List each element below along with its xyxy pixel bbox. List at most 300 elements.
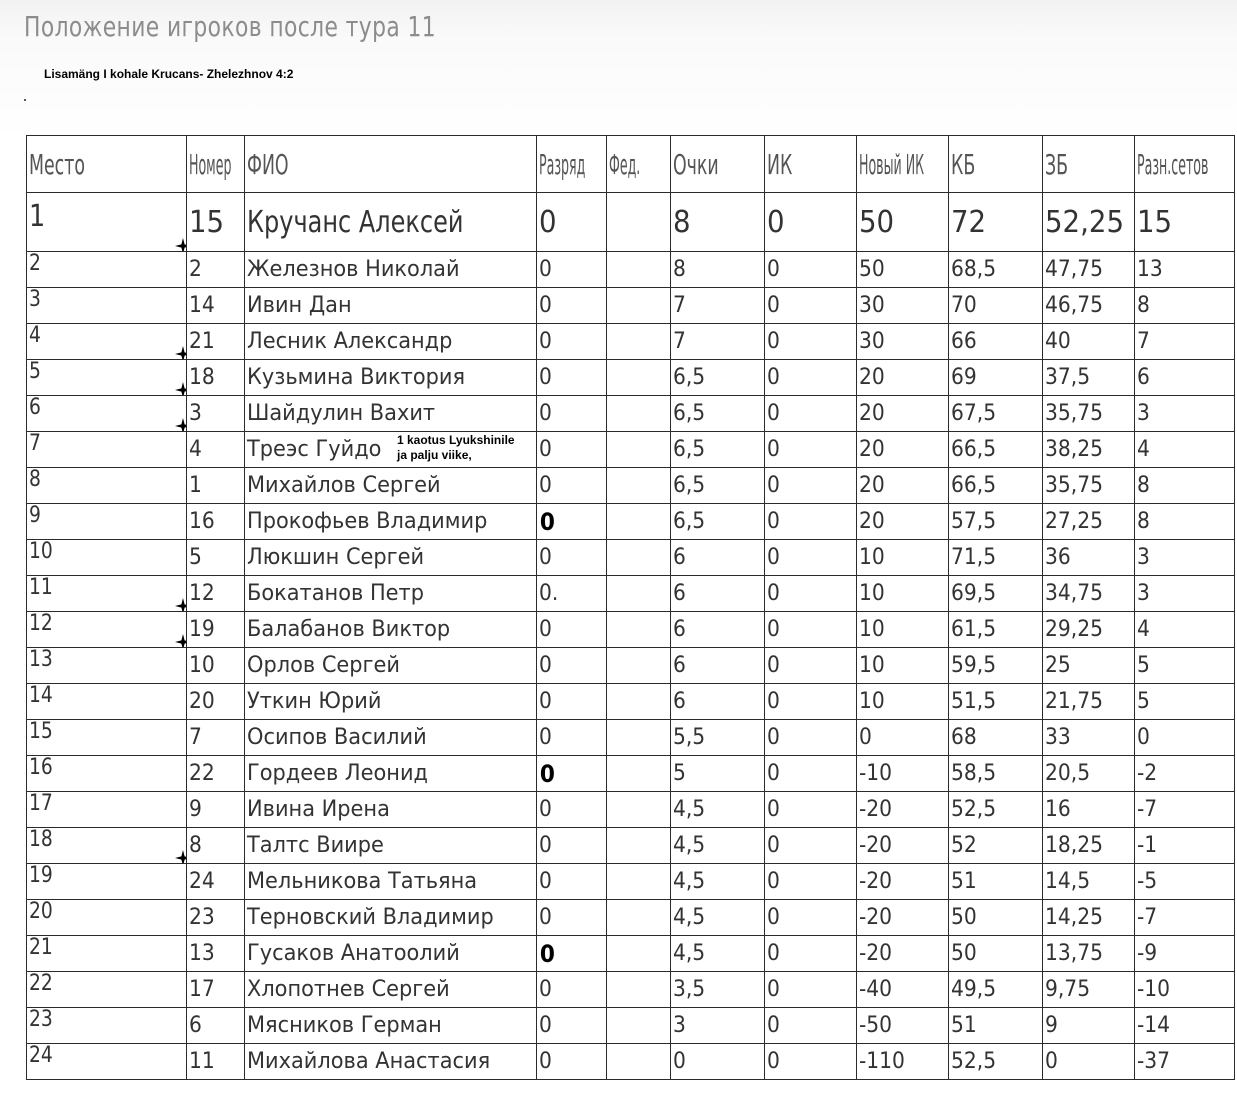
cell-kb: 50 xyxy=(949,900,1043,936)
cell-name: Лесник Александр xyxy=(245,324,537,360)
cell-set-diff: 3 xyxy=(1135,540,1235,576)
cell-federation xyxy=(607,468,671,504)
cell-new-ik: 20 xyxy=(857,396,949,432)
cell-points: 6,5 xyxy=(671,396,765,432)
cell-federation xyxy=(607,396,671,432)
cell-rank: 0 xyxy=(537,612,607,648)
cell-number: 12 xyxy=(187,576,245,612)
plus-mark-icon xyxy=(174,633,187,648)
cell-place: 13 xyxy=(27,648,187,684)
cell-zb: 27,25 xyxy=(1043,504,1135,540)
cell-name: Гусаков Анатоолий xyxy=(245,936,537,972)
col-header-kb: КБ xyxy=(949,136,1043,193)
col-header-set-diff: Разн.сетов xyxy=(1135,136,1235,193)
cell-kb: 71,5 xyxy=(949,540,1043,576)
cell-new-ik: 30 xyxy=(857,324,949,360)
cell-set-diff: 4 xyxy=(1135,432,1235,468)
col-header-name: ФИО xyxy=(245,136,537,193)
table-row xyxy=(27,252,1235,288)
cell-new-ik: -20 xyxy=(857,828,949,864)
cell-points: 0 xyxy=(671,1044,765,1080)
cell-kb: 61,5 xyxy=(949,612,1043,648)
cell-zb: 36 xyxy=(1043,540,1135,576)
plus-mark-icon xyxy=(174,597,187,612)
cell-ik: 0 xyxy=(765,828,857,864)
cell-new-ik: 30 xyxy=(857,288,949,324)
cell-kb: 66,5 xyxy=(949,468,1043,504)
cell-zb: 35,75 xyxy=(1043,468,1135,504)
cell-new-ik: 0 xyxy=(857,720,949,756)
cell-zb: 20,5 xyxy=(1043,756,1135,792)
cell-points: 6 xyxy=(671,612,765,648)
cell-zb: 14,5 xyxy=(1043,864,1135,900)
cell-place: 17 xyxy=(27,792,187,828)
cell-ik: 0 xyxy=(765,756,857,792)
cell-name: Осипов Василий xyxy=(245,720,537,756)
cell-ik: 0 xyxy=(765,1008,857,1044)
cell-rank xyxy=(537,756,607,792)
cell-federation xyxy=(607,828,671,864)
cell-points: 6,5 xyxy=(671,504,765,540)
cell-federation xyxy=(607,324,671,360)
cell-set-diff: -37 xyxy=(1135,1044,1235,1080)
cell-set-diff: -5 xyxy=(1135,864,1235,900)
cell-name: Ивин Дан xyxy=(245,288,537,324)
cell-number: 24 xyxy=(187,864,245,900)
col-header-points: Очки xyxy=(671,136,765,193)
cell-zb: 34,75 xyxy=(1043,576,1135,612)
cell-zb: 13,75 xyxy=(1043,936,1135,972)
cell-rank: 0 xyxy=(537,324,607,360)
cell-federation xyxy=(607,936,671,972)
cell-rank: 0 xyxy=(537,540,607,576)
cell-kb: 69,5 xyxy=(949,576,1043,612)
cell-ik: 0 xyxy=(765,900,857,936)
cell-ik: 0 xyxy=(765,360,857,396)
cell-rank: 0 xyxy=(537,288,607,324)
cell-number: 18 xyxy=(187,360,245,396)
cell-kb: 49,5 xyxy=(949,972,1043,1008)
cell-number: 19 xyxy=(187,612,245,648)
cell-new-ik: 20 xyxy=(857,468,949,504)
cell-new-ik: -20 xyxy=(857,936,949,972)
cell-new-ik: -10 xyxy=(857,756,949,792)
cell-place: 19 xyxy=(27,864,187,900)
table-row xyxy=(27,1008,1235,1044)
cell-name: Кручанс Алексей xyxy=(245,193,537,252)
cell-kb: 50 xyxy=(949,936,1043,972)
cell-number: 21 xyxy=(187,324,245,360)
cell-points: 3 xyxy=(671,1008,765,1044)
cell-place: 6 xyxy=(27,396,187,432)
cell-set-diff: 8 xyxy=(1135,504,1235,540)
plus-mark-icon xyxy=(174,849,187,864)
cell-zb: 21,75 xyxy=(1043,684,1135,720)
cell-kb: 51 xyxy=(949,1008,1043,1044)
cell-rank: 0 xyxy=(537,360,607,396)
cell-name: Балабанов Виктор xyxy=(245,612,537,648)
cell-place: 4 xyxy=(27,324,187,360)
plus-mark-icon xyxy=(174,237,187,252)
cell-name: Бокатанов Петр xyxy=(245,576,537,612)
cell-rank: 0 xyxy=(537,396,607,432)
cell-set-diff: 7 xyxy=(1135,324,1235,360)
cell-federation xyxy=(607,684,671,720)
cell-name: Михайлов Сергей xyxy=(245,468,537,504)
cell-kb: 57,5 xyxy=(949,504,1043,540)
table-row xyxy=(27,540,1235,576)
cell-kb: 51,5 xyxy=(949,684,1043,720)
cell-federation xyxy=(607,720,671,756)
cell-ik: 0 xyxy=(765,972,857,1008)
cell-federation xyxy=(607,193,671,252)
cell-ik: 0 xyxy=(765,288,857,324)
cell-number: 9 xyxy=(187,792,245,828)
cell-ik: 0 xyxy=(765,504,857,540)
cell-points: 4,5 xyxy=(671,864,765,900)
cell-name: Мельникова Татьяна xyxy=(245,864,537,900)
extra-game-note: Lisamäng I kohale Krucans- Zhelezhnov 4:2 xyxy=(44,67,294,81)
circled-zero-mark: 0 xyxy=(539,507,555,536)
cell-name: Люкшин Сергей xyxy=(245,540,537,576)
cell-zb: 9,75 xyxy=(1043,972,1135,1008)
cell-zb: 16 xyxy=(1043,792,1135,828)
cell-set-diff: 3 xyxy=(1135,576,1235,612)
cell-name: Шайдулин Вахит xyxy=(245,396,537,432)
cell-number: 17 xyxy=(187,972,245,1008)
cell-new-ik: -20 xyxy=(857,900,949,936)
cell-points: 5,5 xyxy=(671,720,765,756)
col-header-new-ik: Новый ИК xyxy=(857,136,949,193)
cell-federation xyxy=(607,864,671,900)
cell-rank: 0 xyxy=(537,468,607,504)
cell-ik: 0 xyxy=(765,936,857,972)
cell-zb: 9 xyxy=(1043,1008,1135,1044)
cell-points: 3,5 xyxy=(671,972,765,1008)
cell-new-ik: 10 xyxy=(857,576,949,612)
cell-number: 20 xyxy=(187,684,245,720)
cell-name: Терновский Владимир xyxy=(245,900,537,936)
cell-zb: 33 xyxy=(1043,720,1135,756)
cell-rank: 0 xyxy=(537,792,607,828)
cell-set-diff: -9 xyxy=(1135,936,1235,972)
cell-zb: 40 xyxy=(1043,324,1135,360)
cell-set-diff: 0 xyxy=(1135,720,1235,756)
cell-kb: 69 xyxy=(949,360,1043,396)
cell-rank: 0 xyxy=(537,252,607,288)
cell-new-ik: 20 xyxy=(857,360,949,396)
cell-place: 1 xyxy=(27,193,187,252)
cell-kb: 67,5 xyxy=(949,396,1043,432)
circled-zero-mark: 0 xyxy=(539,939,555,968)
cell-place: 8 xyxy=(27,468,187,504)
cell-name: Уткин Юрий xyxy=(245,684,537,720)
cell-federation xyxy=(607,288,671,324)
cell-set-diff: 6 xyxy=(1135,360,1235,396)
cell-federation xyxy=(607,1044,671,1080)
row-annotation-line: ja palju viike, xyxy=(397,448,472,462)
cell-place: 20 xyxy=(27,900,187,936)
cell-federation xyxy=(607,432,671,468)
cell-rank: 0 xyxy=(537,972,607,1008)
cell-points: 6 xyxy=(671,684,765,720)
cell-set-diff: -10 xyxy=(1135,972,1235,1008)
cell-federation xyxy=(607,792,671,828)
table-row xyxy=(27,360,1235,396)
cell-rank: 0 xyxy=(537,720,607,756)
cell-number: 14 xyxy=(187,288,245,324)
cell-set-diff: 8 xyxy=(1135,288,1235,324)
cell-federation xyxy=(607,648,671,684)
cell-place: 2 xyxy=(27,252,187,288)
cell-rank: 0 xyxy=(537,864,607,900)
cell-place: 11 xyxy=(27,576,187,612)
cell-zb: 35,75 xyxy=(1043,396,1135,432)
cell-zb: 46,75 xyxy=(1043,288,1135,324)
cell-points: 7 xyxy=(671,324,765,360)
cell-zb: 18,25 xyxy=(1043,828,1135,864)
cell-number: 16 xyxy=(187,504,245,540)
cell-place: 9 xyxy=(27,504,187,540)
cell-points: 6 xyxy=(671,576,765,612)
plus-mark-icon xyxy=(174,417,187,432)
cell-new-ik: 50 xyxy=(857,252,949,288)
cell-new-ik: 10 xyxy=(857,612,949,648)
cell-set-diff: -1 xyxy=(1135,828,1235,864)
cell-name: Прокофьев Владимир xyxy=(245,504,537,540)
cell-place: 18 xyxy=(27,828,187,864)
cell-name: Орлов Сергей xyxy=(245,648,537,684)
row-annotation xyxy=(397,433,515,463)
cell-federation xyxy=(607,540,671,576)
table-row xyxy=(27,324,1235,360)
cell-number: 10 xyxy=(187,648,245,684)
col-header-zb: ЗБ xyxy=(1043,136,1135,193)
table-row xyxy=(27,756,1235,792)
cell-points: 6,5 xyxy=(671,468,765,504)
cell-ik: 0 xyxy=(765,193,857,252)
cell-name: Мясников Герман xyxy=(245,1008,537,1044)
cell-place: 12 xyxy=(27,612,187,648)
cell-zb: 37,5 xyxy=(1043,360,1135,396)
cell-number: 13 xyxy=(187,936,245,972)
cell-place: 14 xyxy=(27,684,187,720)
col-header-number: Номер xyxy=(187,136,245,193)
cell-kb: 66 xyxy=(949,324,1043,360)
table-row xyxy=(27,396,1235,432)
row-annotation-line: 1 kaotus Lyukshinile xyxy=(397,433,515,447)
cell-number: 2 xyxy=(187,252,245,288)
cell-kb: 51 xyxy=(949,864,1043,900)
cell-kb: 66,5 xyxy=(949,432,1043,468)
cell-ik: 0 xyxy=(765,432,857,468)
cell-new-ik: -20 xyxy=(857,792,949,828)
cell-set-diff: 13 xyxy=(1135,252,1235,288)
cell-new-ik: -40 xyxy=(857,972,949,1008)
cell-name: Треэс Гуйдо 1 kaotus Lyukshinile ja palju viike, xyxy=(245,432,537,468)
cell-number: 3 xyxy=(187,396,245,432)
cell-federation xyxy=(607,1008,671,1044)
cell-rank xyxy=(537,936,607,972)
cell-place: 3 xyxy=(27,288,187,324)
cell-number: 15 xyxy=(187,193,245,252)
cell-rank: 0 xyxy=(537,684,607,720)
col-header-rank: Разряд xyxy=(537,136,607,193)
cell-points: 6 xyxy=(671,648,765,684)
cell-federation xyxy=(607,756,671,792)
table-row xyxy=(27,684,1235,720)
cell-place: 16 xyxy=(27,756,187,792)
cell-number: 6 xyxy=(187,1008,245,1044)
table-row xyxy=(27,900,1235,936)
cell-set-diff: -2 xyxy=(1135,756,1235,792)
cell-ik: 0 xyxy=(765,576,857,612)
cell-place: 23 xyxy=(27,1008,187,1044)
cell-new-ik: 50 xyxy=(857,193,949,252)
cell-new-ik: -110 xyxy=(857,1044,949,1080)
cell-name: Хлопотнев Сергей xyxy=(245,972,537,1008)
header-row xyxy=(27,136,1235,193)
cell-ik: 0 xyxy=(765,720,857,756)
cell-points: 8 xyxy=(671,252,765,288)
cell-points: 4,5 xyxy=(671,900,765,936)
table-row xyxy=(27,432,1235,468)
cell-kb: 52,5 xyxy=(949,1044,1043,1080)
cell-rank xyxy=(537,504,607,540)
table-row xyxy=(27,1044,1235,1080)
cell-federation xyxy=(607,900,671,936)
cell-new-ik: 10 xyxy=(857,540,949,576)
cell-new-ik: -50 xyxy=(857,1008,949,1044)
cell-ik: 0 xyxy=(765,324,857,360)
page-title: Положение игроков после тура 11 xyxy=(24,10,437,43)
cell-number: 1 xyxy=(187,468,245,504)
table-row xyxy=(27,864,1235,900)
cell-name: Талтс Виире xyxy=(245,828,537,864)
cell-set-diff: 4 xyxy=(1135,612,1235,648)
cell-ik: 0 xyxy=(765,612,857,648)
cell-set-diff: -14 xyxy=(1135,1008,1235,1044)
table-row xyxy=(27,648,1235,684)
cell-zb: 29,25 xyxy=(1043,612,1135,648)
cell-place: 10 xyxy=(27,540,187,576)
cell-number: 5 xyxy=(187,540,245,576)
table-row xyxy=(27,828,1235,864)
cell-ik: 0 xyxy=(765,792,857,828)
cell-kb: 68 xyxy=(949,720,1043,756)
cell-rank: 0 xyxy=(537,1008,607,1044)
cell-set-diff: 3 xyxy=(1135,396,1235,432)
cell-set-diff: -7 xyxy=(1135,900,1235,936)
cell-rank: 0 xyxy=(537,828,607,864)
cell-points: 4,5 xyxy=(671,792,765,828)
cell-ik: 0 xyxy=(765,648,857,684)
table-row xyxy=(27,720,1235,756)
col-header-place: Место xyxy=(27,136,187,193)
cell-ik: 0 xyxy=(765,864,857,900)
cell-number: 7 xyxy=(187,720,245,756)
col-header-federation: Фед. xyxy=(607,136,671,193)
cell-points: 4,5 xyxy=(671,936,765,972)
cell-rank: 0 xyxy=(537,648,607,684)
table-row xyxy=(27,972,1235,1008)
cell-place: 5 xyxy=(27,360,187,396)
cell-points: 4,5 xyxy=(671,828,765,864)
cell-points: 6,5 xyxy=(671,360,765,396)
cell-set-diff: 5 xyxy=(1135,684,1235,720)
cell-name: Кузьмина Виктория xyxy=(245,360,537,396)
table-row xyxy=(27,468,1235,504)
cell-rank: 0 xyxy=(537,900,607,936)
cell-new-ik: 20 xyxy=(857,504,949,540)
cell-ik: 0 xyxy=(765,396,857,432)
cell-name: Гордеев Леонид xyxy=(245,756,537,792)
table-row xyxy=(27,504,1235,540)
cell-kb: 52 xyxy=(949,828,1043,864)
cell-federation xyxy=(607,972,671,1008)
cell-kb: 59,5 xyxy=(949,648,1043,684)
cell-rank: 0 xyxy=(537,193,607,252)
scan-speck xyxy=(24,99,26,101)
cell-federation xyxy=(607,504,671,540)
cell-rank: 0. xyxy=(537,576,607,612)
cell-zb: 25 xyxy=(1043,648,1135,684)
cell-federation xyxy=(607,612,671,648)
cell-ik: 0 xyxy=(765,540,857,576)
cell-number: 8 xyxy=(187,828,245,864)
cell-points: 7 xyxy=(671,288,765,324)
cell-points: 8 xyxy=(671,193,765,252)
cell-zb: 52,25 xyxy=(1043,193,1135,252)
cell-ik: 0 xyxy=(765,252,857,288)
table-row xyxy=(27,612,1235,648)
cell-zb: 14,25 xyxy=(1043,900,1135,936)
cell-zb: 38,25 xyxy=(1043,432,1135,468)
table-row xyxy=(27,193,1235,252)
cell-place: 21 xyxy=(27,936,187,972)
cell-new-ik: -20 xyxy=(857,864,949,900)
cell-kb: 72 xyxy=(949,193,1043,252)
cell-points: 6 xyxy=(671,540,765,576)
cell-points: 5 xyxy=(671,756,765,792)
cell-place: 22 xyxy=(27,972,187,1008)
cell-number: 11 xyxy=(187,1044,245,1080)
cell-number: 4 xyxy=(187,432,245,468)
cell-place: 24 xyxy=(27,1044,187,1080)
cell-new-ik: 20 xyxy=(857,432,949,468)
cell-place: 15 xyxy=(27,720,187,756)
table-row xyxy=(27,936,1235,972)
col-header-ik: ИК xyxy=(765,136,857,193)
cell-kb: 70 xyxy=(949,288,1043,324)
cell-federation xyxy=(607,576,671,612)
cell-name: Михайлова Анастасия xyxy=(245,1044,537,1080)
cell-set-diff: -7 xyxy=(1135,792,1235,828)
cell-federation xyxy=(607,252,671,288)
cell-name: Железнов Николай xyxy=(245,252,537,288)
cell-kb: 52,5 xyxy=(949,792,1043,828)
cell-rank: 0 xyxy=(537,432,607,468)
cell-new-ik: 10 xyxy=(857,648,949,684)
cell-zb: 47,75 xyxy=(1043,252,1135,288)
cell-name: Ивина Ирена xyxy=(245,792,537,828)
plus-mark-icon xyxy=(174,345,187,360)
cell-rank: 0 xyxy=(537,1044,607,1080)
cell-kb: 58,5 xyxy=(949,756,1043,792)
circled-zero-mark: 0 xyxy=(539,759,555,788)
cell-number: 22 xyxy=(187,756,245,792)
cell-set-diff: 15 xyxy=(1135,193,1235,252)
